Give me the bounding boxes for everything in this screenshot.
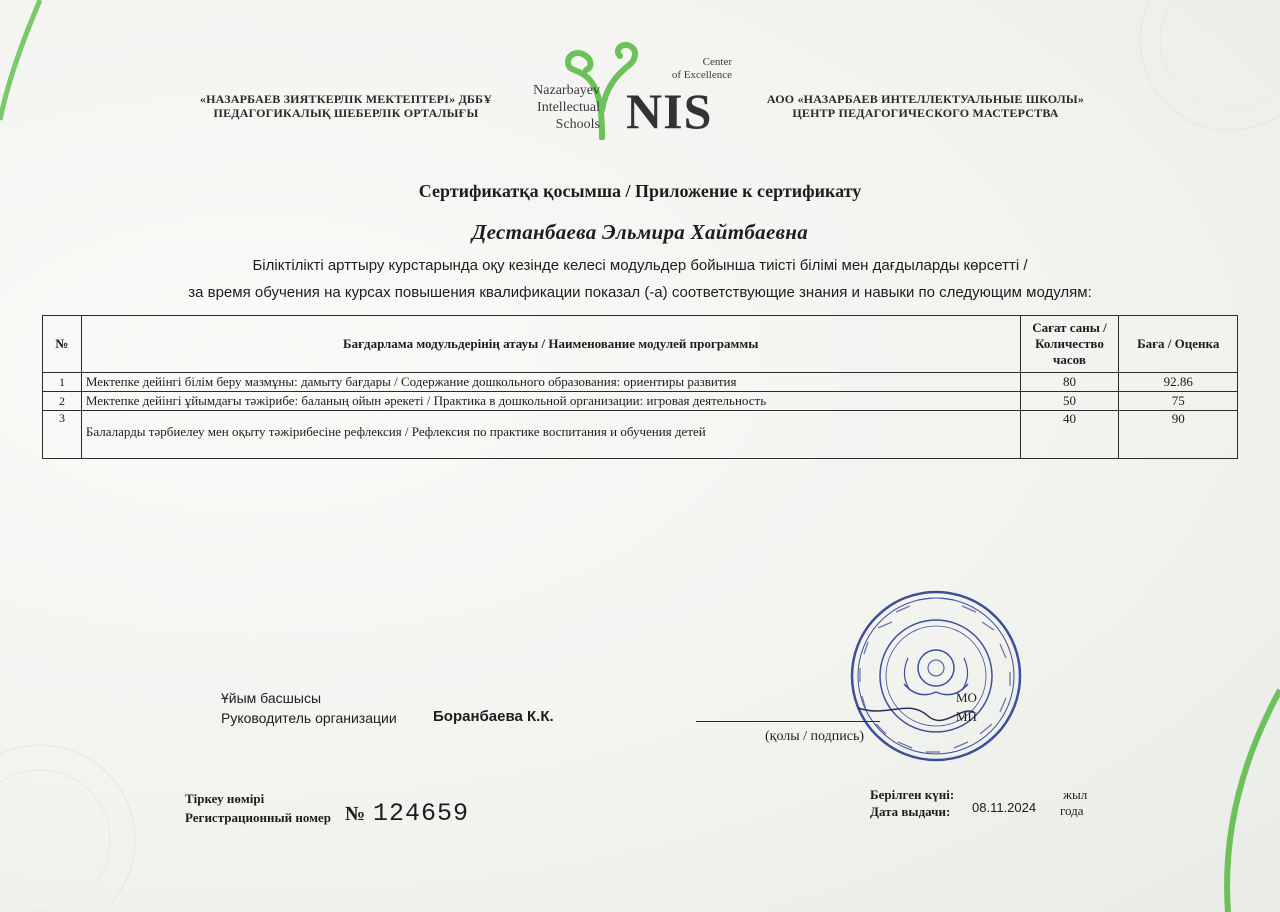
- org-head-label-russian: Руководитель организации: [221, 710, 397, 726]
- header-hours-line1: Сағат саны /: [1032, 320, 1107, 335]
- header-grade: Баға / Оценка: [1119, 316, 1238, 373]
- row-grade: 75: [1119, 392, 1238, 411]
- header-hours-line2: Количество: [1035, 336, 1104, 351]
- row-hours: 40: [1020, 411, 1119, 459]
- certificate-appendix-title: Сертификатқа қосымша / Приложение к сертификату: [418, 181, 862, 201]
- stamp-place-label: [956, 688, 977, 726]
- stamp-place-kazakh: МО: [956, 690, 977, 705]
- logo-line1: Nazarbayev: [533, 83, 600, 98]
- logo-coe-line2: of Excellence: [671, 69, 732, 81]
- header-right-line2: ЦЕНТР ПЕДАГОГИЧЕСКОГО МАСТЕРСТВА: [792, 106, 1059, 120]
- year-label-russian: года: [1060, 803, 1084, 818]
- recipient-full-name: Дестанбаева Эльмира Хайтбаевна: [471, 220, 809, 244]
- row-module-name: Мектепке дейінгі ұйымдағы тәжірибе: баланың ойын әрекеті / Практика в дошкольной организации: игровая деятельность: [81, 392, 1020, 411]
- year-label-kazakh: жыл: [1063, 787, 1088, 802]
- table-header-row: [43, 316, 1238, 373]
- signature-caption: (қолы / подпись): [765, 729, 865, 744]
- row-number: 1: [43, 373, 82, 392]
- logo-coe-line1: Center: [702, 56, 732, 68]
- row-grade: 90: [1119, 411, 1238, 459]
- registration-label-russian: Регистрационный номер: [185, 810, 331, 825]
- logo-center-of-excellence: [652, 56, 732, 82]
- header-number: №: [43, 316, 82, 373]
- header-right-org: [758, 92, 1093, 120]
- stamp-place-russian: МП: [956, 709, 977, 724]
- logo-line2: Intellectual: [537, 100, 600, 115]
- description-russian: за время обучения на курсах повышения квалификации показал (-а) соответствующие знания и навыки по следующим модулям:: [188, 284, 1092, 301]
- issue-date-label-kazakh: Берілген күні:: [870, 787, 955, 802]
- header-hours: [1020, 316, 1119, 373]
- header-left-line2: ПЕДАГОГИКАЛЫҚ ШЕБЕРЛІК ОРТАЛЫҒЫ: [213, 106, 479, 120]
- row-hours: 50: [1020, 392, 1119, 411]
- header-left-line1: «НАЗАРБАЕВ ЗИЯТКЕРЛІК МЕКТЕПТЕРІ» ДББҰ: [199, 92, 493, 106]
- signature-line: [696, 721, 880, 722]
- logo-line3: Schools: [555, 117, 600, 132]
- row-grade: 92.86: [1119, 373, 1238, 392]
- table-row: [43, 373, 1238, 392]
- table-row: [43, 392, 1238, 411]
- logo-school-name: [508, 82, 600, 133]
- registration-number: 124659: [373, 799, 470, 828]
- modules-table: [42, 315, 1238, 459]
- header-right-line1: АОО «НАЗАРБАЕВ ИНТЕЛЛЕКТУАЛЬНЫЕ ШКОЛЫ»: [766, 92, 1085, 106]
- director-name: Боранбаева К.К.: [433, 708, 554, 725]
- row-hours: 80: [1020, 373, 1119, 392]
- org-head-label-kazakh: Ұйым басшысы: [221, 690, 322, 706]
- issue-date-label-russian: Дата выдачи:: [870, 804, 951, 819]
- header-hours-line3: часов: [1053, 352, 1086, 367]
- logo-nis-wordmark: NIS: [626, 83, 713, 139]
- row-module-name: Балаларды тәрбиелеу мен оқыту тәжірибесіне рефлексия / Рефлексия по практике воспитания и обучения детей: [81, 411, 1020, 459]
- header-left-org: [190, 92, 502, 120]
- table-row: [43, 411, 1238, 459]
- row-number: 2: [43, 392, 82, 411]
- description-kazakh: Біліктілікті арттыру курстарында оқу кезінде келесі модульдер бойынша тиісті білімі мен дағдыларды көрсетті /: [252, 257, 1028, 274]
- official-seal-stamp: [848, 588, 1024, 764]
- header-module-name: Бағдарлама модульдерінің атауы / Наименование модулей программы: [81, 316, 1020, 373]
- number-sign: №: [345, 803, 366, 825]
- issue-date-value: 08.11.2024: [972, 800, 1037, 815]
- row-number: 3: [43, 411, 82, 459]
- registration-label-kazakh: Тіркеу нөмірі: [185, 791, 265, 806]
- row-module-name: Мектепке дейінгі білім беру мазмұны: дамыту бағдары / Содержание дошкольного образования: ориентиры развития: [81, 373, 1020, 392]
